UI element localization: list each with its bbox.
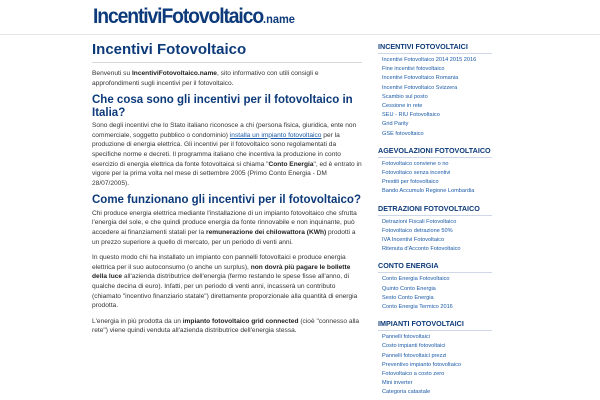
sidebar-link[interactable]: Preventivo impianto fotovoltaico bbox=[382, 361, 461, 368]
how-p1-bold: remunerazione dei chilowattora (KWh) bbox=[206, 229, 327, 237]
conto-energia-bold: Conto Energia bbox=[268, 160, 314, 168]
sidebar-section-agevolazioni bbox=[378, 146, 492, 197]
what-text-mid: per la produzione di energia elettrica. Gli incentivi per il fotovoltaico sono regolamentati da specifiche norme e decreti. Il programma italiano che incentiva la produzione in conto esercizio di energia elettrica da fonte fotovoltaica si chiama " bbox=[92, 131, 341, 168]
sidebar-link[interactable]: Conto Energia Fotovoltaico bbox=[382, 276, 450, 283]
sidebar-link-list bbox=[378, 160, 492, 197]
sidebar-link[interactable]: Ritenuta d'Acconto Fotovoltaico bbox=[382, 246, 461, 253]
sidebar-section-detrazioni bbox=[378, 204, 492, 255]
sidebar-link[interactable]: Mini inverter bbox=[382, 380, 413, 387]
sidebar-link[interactable]: Cessione in rete bbox=[382, 103, 423, 110]
sidebar-section-title: INCENTIVI FOTOVOLTAICI bbox=[378, 42, 492, 54]
sidebar-link[interactable]: Incentivi Fotovoltaico Romania bbox=[382, 75, 459, 82]
sidebar-link[interactable]: Grid Parity bbox=[382, 121, 409, 128]
sidebar-link[interactable]: Categoria catastale bbox=[382, 389, 431, 396]
sidebar-link[interactable]: Fotovoltaico a costo zero bbox=[382, 371, 445, 378]
how-p3-post: (cioè "connesso alla rete") viene quindi venduta all'azienda distributrice dell'energia stessa. bbox=[92, 317, 360, 335]
sidebar-link[interactable]: Incentivi Fotovoltaico 2014 2015 2016 bbox=[382, 57, 477, 63]
section-heading-how: Come funzionano gli incentivi per il fotovoltaico? bbox=[92, 194, 361, 207]
sidebar-link[interactable]: Incentivi Fotovoltaico Svizzera bbox=[382, 84, 458, 91]
sidebar-link-list bbox=[378, 275, 492, 312]
sidebar-link[interactable]: Fotovoltaico senza incentivi bbox=[382, 170, 451, 177]
sidebar-link[interactable]: Detrazioni Fiscali Fotovoltaico bbox=[382, 218, 457, 225]
install-impianto-link[interactable]: installa un impianto fotovoltaico bbox=[229, 131, 322, 139]
sidebar-link[interactable]: Costo impianti fotovoltaici bbox=[382, 343, 446, 350]
logo-main-text: IncentiviFotovoltaico bbox=[93, 5, 264, 28]
site-header bbox=[0, 0, 600, 35]
sidebar-section-title: CONTO ENERGIA bbox=[378, 261, 492, 273]
section-heading-what: Che cosa sono gli incentivi per il fotovoltaico in Italia? bbox=[92, 94, 353, 119]
sidebar-link[interactable]: Prestiti per fotovoltaico bbox=[382, 179, 439, 186]
how-p2-bold: non dovrà più pagare le bollette della luce bbox=[92, 263, 351, 281]
sidebar-link[interactable]: Fine incentivi fotovoltaico bbox=[382, 66, 445, 73]
logo-tld-text: .name bbox=[263, 12, 295, 26]
sidebar-link[interactable]: Bando Accumulo Regione Lombardia bbox=[382, 188, 475, 195]
what-text-post: ", ed è entrato in vigore per la prima volta nel mese di settembre 2005 (Primo Conto Energia - DM 28/07/2005). bbox=[92, 160, 362, 187]
how-paragraph-1 bbox=[92, 209, 362, 247]
sidebar bbox=[378, 35, 492, 400]
sidebar-section-title: DETRAZIONI FOTOVOLTAICO bbox=[378, 204, 492, 216]
sidebar-link-list bbox=[378, 218, 492, 255]
how-p1-pre: Chi produce energia elettrica mediante l'installazione di un impianto fotovoltaico che sfrutta l'energia del sole, e che quindi produce energia da fonte rinnovabile e non inquinante, può accedere ai finanziamenti statali per la bbox=[92, 209, 357, 237]
sidebar-section-title: IMPIANTI FOTOVOLTAICI bbox=[378, 319, 492, 331]
intro-pre: Benvenuti su bbox=[92, 70, 132, 77]
sidebar-link[interactable]: GSE fotovoltaico bbox=[382, 130, 424, 137]
how-p3-pre: L'energia in più prodotta da un bbox=[92, 317, 183, 325]
sidebar-link-list bbox=[378, 56, 492, 139]
how-p1-post: prodotti a un prezzo superiore a quello di mercato, per un periodo di venti anni. bbox=[92, 229, 356, 246]
how-p2-post: all'azienda distributrice dell'energia (fermo restando le spese fisse all'anno, di qualche decina di euro). Infatti, per un periodo di venti anni, incasserà un contributo (chiamato "incentivo finanziario statale") direttamente proporzionale alla quantità di energia prodotta. bbox=[92, 273, 358, 310]
sidebar-link[interactable]: Conto Energia Termico 2016 bbox=[382, 304, 453, 311]
sidebar-link[interactable]: Fotovoltaico detrazione 50% bbox=[382, 227, 453, 234]
intro-post: , sito informativo con utili consigli e approfondimenti sugli incentivi per il fotovoltaico. bbox=[92, 70, 319, 87]
page-title: Incentivi Fotovoltaico bbox=[92, 41, 362, 63]
sidebar-link[interactable]: IVA Incentivi Fotovoltaico bbox=[382, 237, 445, 244]
section-what-paragraph bbox=[92, 121, 362, 188]
sidebar-link[interactable]: Sesto Conto Energia bbox=[382, 294, 434, 301]
sidebar-section-incentivi bbox=[378, 42, 492, 139]
sidebar-link[interactable]: Fotovoltaico conviene o no bbox=[382, 160, 449, 167]
intro-paragraph bbox=[92, 69, 362, 88]
how-paragraph-3 bbox=[92, 317, 362, 336]
site-logo[interactable] bbox=[93, 5, 295, 29]
how-p3-bold: impianto fotovoltaico grid connected bbox=[182, 317, 299, 325]
sidebar-section-conto-energia bbox=[378, 261, 492, 312]
sidebar-link[interactable]: Scambio sul posto bbox=[382, 93, 428, 100]
sidebar-link[interactable]: Pannelli fotovoltaici prezzi bbox=[382, 352, 447, 359]
how-p2-pre: In questo modo chi ha installato un impianto con pannelli fotovoltaici e produce energia elettrica per il suo autoconsumo (o anche un surplus), bbox=[92, 254, 346, 271]
how-paragraph-2 bbox=[92, 253, 362, 311]
sidebar-link[interactable]: SEU - RIU Fotovoltaico bbox=[382, 112, 440, 119]
sidebar-section-impianti bbox=[378, 319, 492, 397]
intro-site-name: IncentiviFotovoltaico.name bbox=[131, 70, 217, 77]
main-content bbox=[84, 35, 370, 400]
what-text-pre: Sono degli incentivi che lo Stato italiano riconosce a chi (persona fisica, giuridica, ente non commerciale, soggetto pubblico o condominio) bbox=[92, 122, 357, 139]
sidebar-link[interactable]: Quinto Conto Energia bbox=[382, 285, 436, 292]
sidebar-link[interactable]: Pannelli fotovoltaici bbox=[382, 334, 430, 341]
sidebar-link-list bbox=[378, 333, 492, 397]
sidebar-section-title: AGEVOLAZIONI FOTOVOLTAICO bbox=[378, 146, 492, 158]
